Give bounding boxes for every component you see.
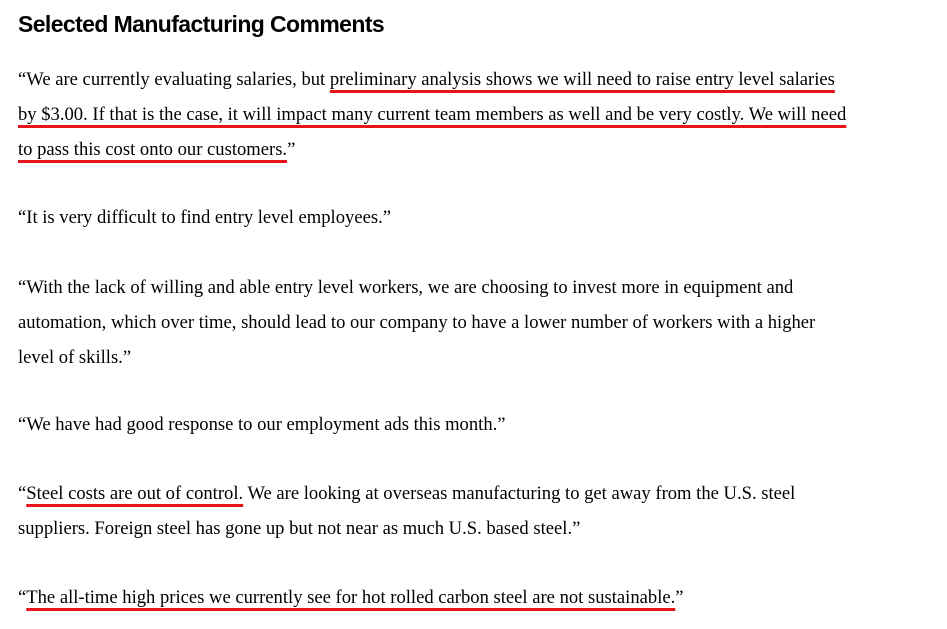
- plain-text: We are looking at overseas manufacturing to get away from the U.S. steel: [243, 483, 796, 504]
- plain-text: “: [18, 483, 27, 504]
- highlighted-text: Steel costs are out of control.: [26, 483, 244, 504]
- comment-line: [18, 580, 933, 615]
- comment-line: [18, 97, 933, 132]
- comment-entry-level: [18, 200, 933, 235]
- comment-line: [18, 511, 933, 546]
- plain-text: “With the lack of willing and able entry level workers, we are choosing to invest more in equipment and: [18, 277, 794, 298]
- plain-text: “We are currently evaluating salaries, but: [18, 69, 330, 90]
- highlighted-text: to pass this cost onto our customers.: [18, 139, 288, 160]
- plain-text: level of skills.”: [18, 347, 132, 368]
- comment-automation: [18, 270, 933, 375]
- plain-text: “: [18, 587, 27, 608]
- comment-line: [18, 62, 933, 97]
- plain-text: “It is very difficult to find entry level employees.”: [18, 207, 391, 228]
- plain-text: “We have had good response to our employment ads this month.”: [18, 414, 506, 435]
- page-title: Selected Manufacturing Comments: [18, 11, 385, 37]
- plain-text: ”: [287, 139, 296, 160]
- comment-line: [18, 200, 933, 235]
- comment-line: [18, 476, 933, 511]
- comment-steel-costs: [18, 476, 933, 546]
- comment-employment-ads: [18, 407, 933, 442]
- plain-text: suppliers. Foreign steel has gone up but not near as much U.S. based steel.”: [18, 518, 581, 539]
- comment-hot-rolled-steel: [18, 580, 933, 615]
- comment-salaries: [18, 62, 933, 167]
- comment-line: [18, 340, 933, 375]
- comment-line: [18, 270, 933, 305]
- comment-line: [18, 132, 933, 167]
- comment-line: [18, 407, 933, 442]
- plain-text: automation, which over time, should lead to our company to have a lower number of workers with a higher: [18, 312, 816, 333]
- highlighted-text: The all-time high prices we currently see for hot rolled carbon steel are not sustainable.: [26, 587, 676, 608]
- highlighted-text: by $3.00. If that is the case, it will impact many current team members as well and be very costly. We will need: [18, 104, 847, 125]
- plain-text: ”: [675, 587, 684, 608]
- highlighted-text: preliminary analysis shows we will need to raise entry level salaries: [329, 69, 835, 90]
- comment-line: [18, 305, 933, 340]
